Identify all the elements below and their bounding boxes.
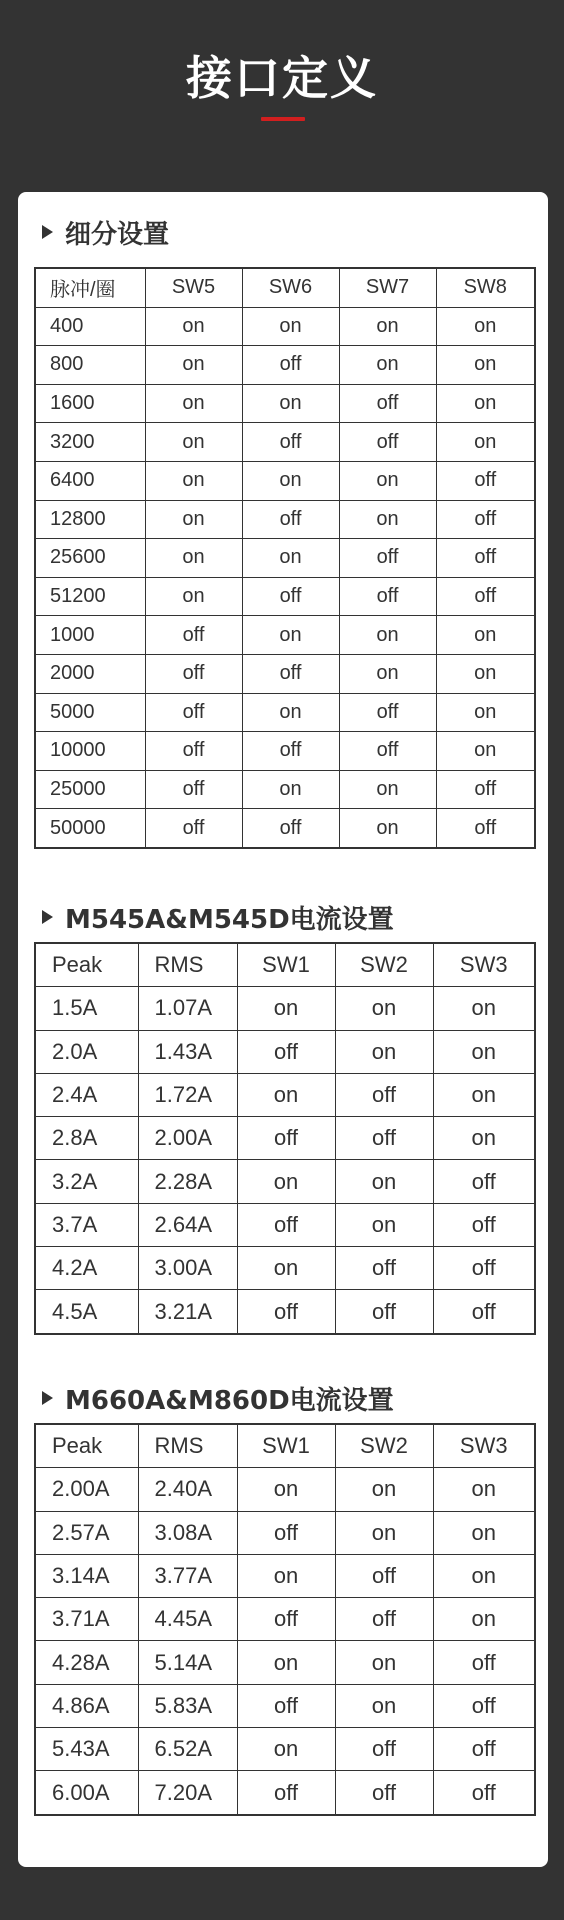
table-cell: off bbox=[237, 1598, 335, 1641]
table-cell: 1.43A bbox=[138, 1030, 237, 1073]
table-cell: off bbox=[433, 1641, 535, 1684]
column-header: RMS bbox=[138, 943, 237, 987]
table-cell: off bbox=[237, 1511, 335, 1554]
table-row bbox=[35, 616, 535, 655]
table-cell: off bbox=[237, 1290, 335, 1334]
table-cell: on bbox=[335, 1160, 433, 1203]
microstep-table bbox=[34, 267, 536, 849]
table-cell: on bbox=[145, 423, 242, 462]
table-cell: off bbox=[242, 732, 339, 771]
table-cell: off bbox=[335, 1728, 433, 1771]
table-cell: off bbox=[339, 423, 436, 462]
table-cell: 2.64A bbox=[138, 1203, 237, 1246]
table-cell: on bbox=[335, 1203, 433, 1246]
table-header-row bbox=[35, 268, 535, 307]
table-cell: off bbox=[237, 1684, 335, 1727]
table-row bbox=[35, 1641, 535, 1684]
table-cell: on bbox=[145, 346, 242, 385]
table-cell: on bbox=[335, 1511, 433, 1554]
table-cell: 3200 bbox=[35, 423, 145, 462]
table-cell: on bbox=[436, 423, 535, 462]
table-cell: on bbox=[436, 654, 535, 693]
table-cell: on bbox=[145, 307, 242, 346]
table-cell: off bbox=[339, 732, 436, 771]
column-header: SW2 bbox=[335, 943, 433, 987]
table-cell: 6.52A bbox=[138, 1728, 237, 1771]
table-cell: on bbox=[242, 616, 339, 655]
table-cell: off bbox=[433, 1203, 535, 1246]
table-cell: off bbox=[335, 1117, 433, 1160]
table-cell: off bbox=[433, 1160, 535, 1203]
table-row bbox=[35, 346, 535, 385]
table-cell: on bbox=[335, 1684, 433, 1727]
table-row bbox=[35, 1203, 535, 1246]
table-cell: 3.21A bbox=[138, 1290, 237, 1334]
table-cell: on bbox=[237, 1160, 335, 1203]
page-header bbox=[0, 0, 564, 190]
table-cell: 2.57A bbox=[35, 1511, 138, 1554]
table-cell: on bbox=[237, 987, 335, 1030]
table-cell: on bbox=[433, 1073, 535, 1116]
triangle-bullet-icon bbox=[42, 225, 53, 239]
table-row bbox=[35, 654, 535, 693]
column-header: SW5 bbox=[145, 268, 242, 307]
table-header-row bbox=[35, 1424, 535, 1468]
table-cell: off bbox=[145, 770, 242, 809]
table-cell: off bbox=[339, 539, 436, 578]
table-cell: on bbox=[436, 384, 535, 423]
table-cell: 3.7A bbox=[35, 1203, 138, 1246]
table-cell: on bbox=[242, 384, 339, 423]
table-cell: on bbox=[339, 461, 436, 500]
table-cell: 2.40A bbox=[138, 1468, 237, 1511]
table-cell: off bbox=[242, 423, 339, 462]
column-header: SW1 bbox=[237, 943, 335, 987]
table-cell: on bbox=[433, 1468, 535, 1511]
table-row bbox=[35, 693, 535, 732]
table-cell: on bbox=[335, 1641, 433, 1684]
table-cell: off bbox=[237, 1203, 335, 1246]
table-cell: 2.8A bbox=[35, 1117, 138, 1160]
table-cell: off bbox=[339, 384, 436, 423]
table-row bbox=[35, 577, 535, 616]
table-cell: 12800 bbox=[35, 500, 145, 539]
table-cell: 2.28A bbox=[138, 1160, 237, 1203]
table-cell: on bbox=[145, 577, 242, 616]
table-cell: 6.00A bbox=[35, 1771, 138, 1815]
table-cell: off bbox=[436, 461, 535, 500]
table-row bbox=[35, 987, 535, 1030]
table-cell: on bbox=[339, 500, 436, 539]
table-cell: 1600 bbox=[35, 384, 145, 423]
table-row bbox=[35, 1290, 535, 1334]
table-cell: 5.43A bbox=[35, 1728, 138, 1771]
table-cell: 2.00A bbox=[138, 1117, 237, 1160]
table-row bbox=[35, 500, 535, 539]
table-row bbox=[35, 1117, 535, 1160]
table-cell: 4.2A bbox=[35, 1247, 138, 1290]
table-cell: off bbox=[242, 809, 339, 848]
table-cell: 5000 bbox=[35, 693, 145, 732]
table-cell: 4.28A bbox=[35, 1641, 138, 1684]
table-row bbox=[35, 539, 535, 578]
table-row bbox=[35, 732, 535, 771]
table-cell: off bbox=[237, 1771, 335, 1815]
table-cell: on bbox=[237, 1728, 335, 1771]
table-cell: on bbox=[335, 987, 433, 1030]
table-cell: 1.5A bbox=[35, 987, 138, 1030]
m660-current-table bbox=[34, 1423, 536, 1816]
table-cell: off bbox=[335, 1771, 433, 1815]
table-cell: off bbox=[436, 539, 535, 578]
table-row bbox=[35, 307, 535, 346]
table-cell: off bbox=[145, 732, 242, 771]
table-cell: on bbox=[242, 307, 339, 346]
table-cell: on bbox=[145, 539, 242, 578]
table-row bbox=[35, 1030, 535, 1073]
m545-current-table bbox=[34, 942, 536, 1335]
table-row bbox=[35, 1684, 535, 1727]
column-header: SW3 bbox=[433, 943, 535, 987]
table-cell: off bbox=[436, 770, 535, 809]
table-cell: on bbox=[237, 1247, 335, 1290]
section-title-text: 细分设置 bbox=[65, 219, 170, 250]
column-header: Peak bbox=[35, 943, 138, 987]
table-cell: on bbox=[145, 384, 242, 423]
table-cell: on bbox=[339, 307, 436, 346]
table-cell: off bbox=[242, 577, 339, 616]
table-row bbox=[35, 423, 535, 462]
table-cell: 2.0A bbox=[35, 1030, 138, 1073]
table-cell: off bbox=[237, 1030, 335, 1073]
table-row bbox=[35, 1511, 535, 1554]
table-cell: 3.14A bbox=[35, 1554, 138, 1597]
table-cell: 1.07A bbox=[138, 987, 237, 1030]
table-cell: on bbox=[237, 1468, 335, 1511]
table-row bbox=[35, 384, 535, 423]
table-cell: on bbox=[242, 693, 339, 732]
table-cell: 3.2A bbox=[35, 1160, 138, 1203]
table-cell: on bbox=[433, 1598, 535, 1641]
table-cell: on bbox=[339, 616, 436, 655]
table-cell: off bbox=[335, 1598, 433, 1641]
table-cell: off bbox=[242, 500, 339, 539]
table-cell: off bbox=[433, 1684, 535, 1727]
table-header-row bbox=[35, 943, 535, 987]
column-header: RMS bbox=[138, 1424, 237, 1468]
table-cell: 2000 bbox=[35, 654, 145, 693]
table-cell: on bbox=[237, 1641, 335, 1684]
table-cell: off bbox=[335, 1247, 433, 1290]
table-cell: 3.71A bbox=[35, 1598, 138, 1641]
table-cell: 5.83A bbox=[138, 1684, 237, 1727]
section-title-m660 bbox=[42, 1378, 394, 1418]
table-cell: on bbox=[242, 539, 339, 578]
column-header: SW7 bbox=[339, 268, 436, 307]
table-cell: on bbox=[237, 1554, 335, 1597]
table-cell: 25600 bbox=[35, 539, 145, 578]
table-cell: on bbox=[339, 809, 436, 848]
table-cell: on bbox=[436, 693, 535, 732]
table-row bbox=[35, 1073, 535, 1116]
table-row bbox=[35, 1160, 535, 1203]
table-cell: 4.45A bbox=[138, 1598, 237, 1641]
table-row bbox=[35, 1598, 535, 1641]
table-cell: off bbox=[433, 1728, 535, 1771]
table-row bbox=[35, 1247, 535, 1290]
table-cell: 25000 bbox=[35, 770, 145, 809]
column-header: SW3 bbox=[433, 1424, 535, 1468]
table-row bbox=[35, 1468, 535, 1511]
column-header: SW6 bbox=[242, 268, 339, 307]
table-cell: 3.00A bbox=[138, 1247, 237, 1290]
table-cell: on bbox=[339, 654, 436, 693]
table-cell: off bbox=[436, 809, 535, 848]
table-row bbox=[35, 1554, 535, 1597]
table-cell: on bbox=[436, 307, 535, 346]
table-cell: off bbox=[433, 1290, 535, 1334]
table-cell: 3.08A bbox=[138, 1511, 237, 1554]
section-title-text: M545A&M545D电流设置 bbox=[65, 904, 394, 935]
table-cell: off bbox=[339, 693, 436, 732]
table-cell: on bbox=[237, 1073, 335, 1116]
table-cell: 10000 bbox=[35, 732, 145, 771]
table-cell: 1000 bbox=[35, 616, 145, 655]
table-cell: 6400 bbox=[35, 461, 145, 500]
table-cell: off bbox=[433, 1247, 535, 1290]
table-cell: off bbox=[433, 1771, 535, 1815]
table-row bbox=[35, 1728, 535, 1771]
triangle-bullet-icon bbox=[42, 910, 53, 924]
table-cell: on bbox=[339, 770, 436, 809]
table-cell: on bbox=[433, 1030, 535, 1073]
table-row bbox=[35, 1771, 535, 1815]
table-cell: 50000 bbox=[35, 809, 145, 848]
table-cell: off bbox=[237, 1117, 335, 1160]
table-row bbox=[35, 809, 535, 848]
column-header: SW1 bbox=[237, 1424, 335, 1468]
table-cell: off bbox=[242, 346, 339, 385]
section-title-microstep bbox=[42, 212, 169, 252]
table-cell: off bbox=[339, 577, 436, 616]
table-cell: off bbox=[335, 1073, 433, 1116]
page-title: 接口定义 bbox=[186, 51, 378, 105]
column-header: SW2 bbox=[335, 1424, 433, 1468]
column-header: SW8 bbox=[436, 268, 535, 307]
table-cell: 2.00A bbox=[35, 1468, 138, 1511]
table-cell: on bbox=[242, 770, 339, 809]
table-cell: off bbox=[335, 1290, 433, 1334]
table-cell: on bbox=[145, 461, 242, 500]
table-cell: off bbox=[145, 809, 242, 848]
table-row bbox=[35, 770, 535, 809]
title-underline bbox=[261, 117, 305, 121]
table-cell: off bbox=[335, 1554, 433, 1597]
column-header: Peak bbox=[35, 1424, 138, 1468]
table-cell: off bbox=[145, 616, 242, 655]
table-cell: on bbox=[436, 346, 535, 385]
table-cell: off bbox=[145, 693, 242, 732]
table-cell: 4.5A bbox=[35, 1290, 138, 1334]
triangle-bullet-icon bbox=[42, 1391, 53, 1405]
table-cell: 51200 bbox=[35, 577, 145, 616]
table-cell: off bbox=[436, 577, 535, 616]
table-cell: off bbox=[145, 654, 242, 693]
table-cell: on bbox=[436, 616, 535, 655]
table-cell: on bbox=[433, 987, 535, 1030]
content-card bbox=[18, 192, 548, 1867]
table-cell: 400 bbox=[35, 307, 145, 346]
table-cell: on bbox=[339, 346, 436, 385]
table-cell: 800 bbox=[35, 346, 145, 385]
table-cell: 2.4A bbox=[35, 1073, 138, 1116]
table-cell: 5.14A bbox=[138, 1641, 237, 1684]
table-cell: on bbox=[433, 1117, 535, 1160]
table-cell: on bbox=[436, 732, 535, 771]
table-cell: on bbox=[242, 461, 339, 500]
table-cell: on bbox=[335, 1030, 433, 1073]
section-title-m545 bbox=[42, 897, 394, 937]
table-row bbox=[35, 461, 535, 500]
section-title-text: M660A&M860D电流设置 bbox=[65, 1385, 394, 1416]
table-cell: 7.20A bbox=[138, 1771, 237, 1815]
table-cell: 3.77A bbox=[138, 1554, 237, 1597]
table-cell: on bbox=[433, 1511, 535, 1554]
table-cell: on bbox=[433, 1554, 535, 1597]
column-header: 脉冲/圈 bbox=[35, 268, 145, 307]
table-cell: off bbox=[242, 654, 339, 693]
table-cell: off bbox=[436, 500, 535, 539]
table-cell: 4.86A bbox=[35, 1684, 138, 1727]
table-cell: on bbox=[145, 500, 242, 539]
table-cell: on bbox=[335, 1468, 433, 1511]
table-cell: 1.72A bbox=[138, 1073, 237, 1116]
